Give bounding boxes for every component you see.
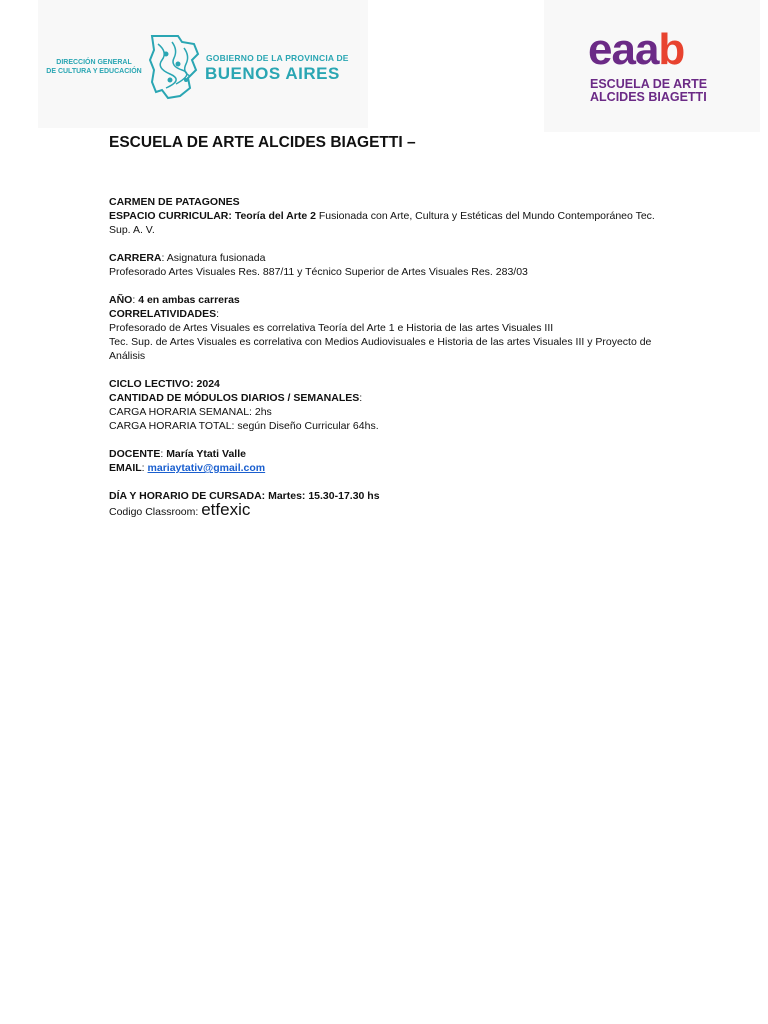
carrera-line: CARRERA: Asignatura fusionada bbox=[109, 252, 266, 264]
document-title: ESCUELA DE ARTE ALCIDES BIAGETTI – bbox=[109, 134, 416, 151]
correlatividad-tecnicatura: Tec. Sup. de Artes Visuales es correlativa con Medios Audiovisuales e Historia de las artes Visuales III y Proyecto de Análisis bbox=[109, 336, 652, 362]
email-line: EMAIL: mariaytativ@gmail.com bbox=[109, 462, 266, 474]
carga-total-line: CARGA HORARIA TOTAL: según Diseño Curricular 64hs. bbox=[109, 420, 379, 432]
email-link[interactable]: mariaytativ@gmail.com bbox=[147, 462, 266, 474]
province-map-icon bbox=[148, 34, 200, 100]
classroom-code: etfexic bbox=[201, 500, 251, 519]
docente-line: DOCENTE: María Ytati Valle bbox=[109, 448, 246, 460]
ciclo-lectivo-line: CICLO LECTIVO: 2024 bbox=[109, 378, 220, 390]
dgce-logo-text: DIRECCIÓN GENERAL DE CULTURA Y EDUCACIÓN bbox=[46, 59, 142, 75]
modulos-heading: CANTIDAD DE MÓDULOS DIARIOS / SEMANALES: bbox=[109, 392, 363, 404]
horario-line: DÍA Y HORARIO DE CURSADA: Martes: 15.30-17.30 hs bbox=[109, 490, 380, 502]
carrera-detail: Profesorado Artes Visuales Res. 887/11 y Técnico Superior de Artes Visuales Res. 283/03 bbox=[109, 266, 528, 278]
correlatividades-heading: CORRELATIVIDADES: bbox=[109, 308, 220, 320]
espacio-curricular-line: ESPACIO CURRICULAR: Teoría del Arte 2 Fusionada con Arte, Cultura y Estéticas del Mundo Contemporáneo Tec. Sup. A. V. bbox=[109, 210, 655, 236]
school-logo-block bbox=[544, 0, 760, 132]
buenos-aires-wordmark: BUENOS AIRES bbox=[205, 64, 340, 83]
gov-logo-block bbox=[38, 0, 368, 128]
classroom-line: Codigo Classroom: etfexic bbox=[109, 500, 251, 519]
course-info bbox=[109, 195, 664, 519]
location-line: CARMEN DE PATAGONES bbox=[109, 196, 240, 208]
gov-province-text: GOBIERNO DE LA PROVINCIA DE bbox=[206, 53, 349, 63]
anio-line: AÑO: 4 en ambas carreras bbox=[109, 294, 240, 306]
correlatividad-profesorado: Profesorado de Artes Visuales es correlativa Teoría del Arte 1 e Historia de las artes Visuales III bbox=[109, 322, 554, 334]
eaab-logo-mark: eaab bbox=[588, 25, 685, 74]
school-name-logo: ESCUELA DE ARTE ALCIDES BIAGETTI bbox=[590, 77, 708, 104]
carga-semanal-line: CARGA HORARIA SEMANAL: 2hs bbox=[109, 406, 272, 418]
